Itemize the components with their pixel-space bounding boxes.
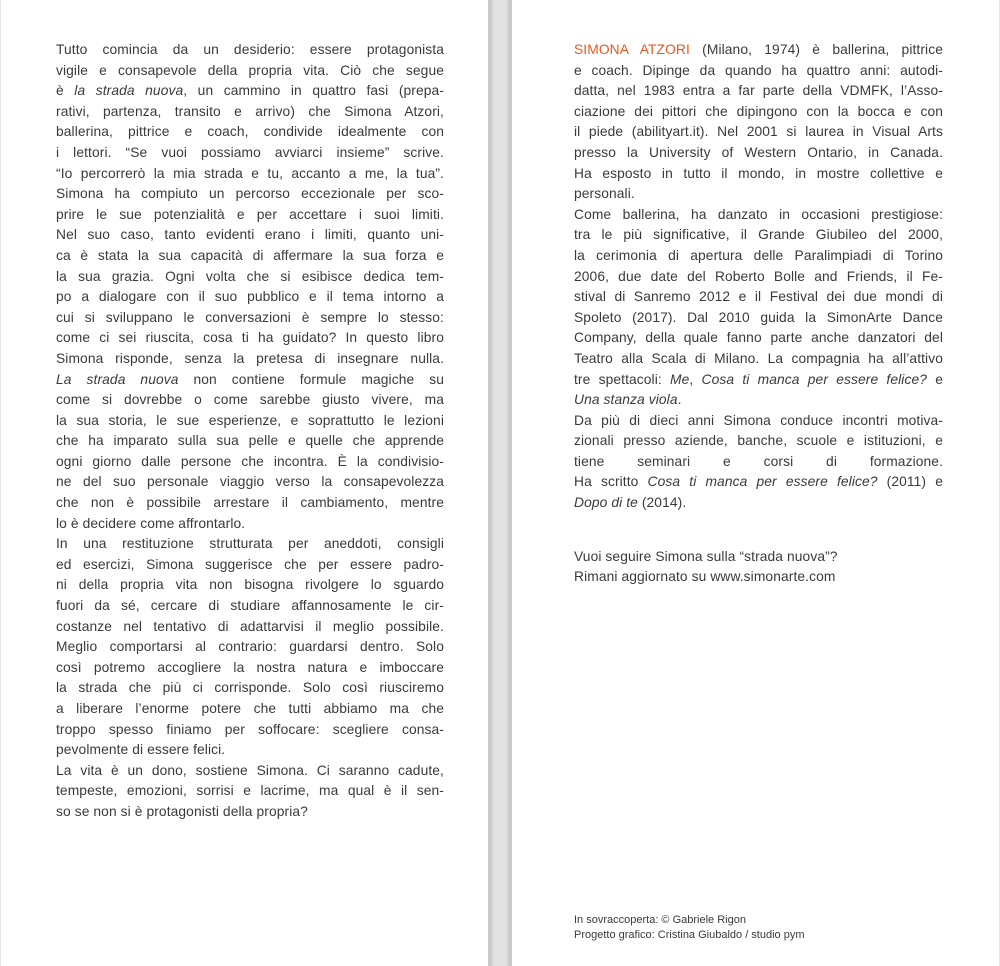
- text-segment: a liberare l’enorme potere che tutti abbiamo ma che: [56, 701, 444, 716]
- text-segment: troppo spesso finiamo per soffocare: scegliere consa-: [56, 721, 444, 737]
- text-line: [56, 678, 444, 699]
- text-segment: la sua grazia. Ogni volta che si esibisce dedica tem-: [56, 268, 444, 284]
- text-line: [56, 164, 444, 185]
- text-line: [574, 452, 943, 473]
- text-line: [56, 390, 444, 411]
- text-segment: Ha scritto: [574, 474, 648, 490]
- text-segment: i lettori. “Se vuoi possiamo avviarci insieme” scrive.: [56, 144, 444, 160]
- text-line: [56, 802, 444, 823]
- text-line: [56, 349, 444, 370]
- text-segment: La vita è un dono, sostiene Simona. Ci saranno cadute,: [56, 762, 444, 778]
- text-line: [56, 720, 444, 741]
- text-segment: Dopo di te: [574, 495, 638, 511]
- text-segment: Cosa ti manca per essere felice?: [701, 371, 928, 387]
- text-segment: ogni giorno dalle persone che incontra. È la condivisio-: [56, 453, 444, 469]
- text-segment: costanze nel tentativo di adattarvisi il meglio possibile.: [56, 618, 444, 634]
- text-segment: In sovraccoperta: © Gabriele Rigon: [574, 914, 746, 926]
- text-segment: come ci sei riuscita, cosa ti ha guidato? In questo libro: [56, 330, 444, 346]
- text-line: [574, 287, 943, 308]
- text-segment: che non è possibile arrestare il cambiamento, mentre: [56, 495, 444, 511]
- text-line: [56, 596, 444, 617]
- text-line: [574, 472, 943, 493]
- text-segment: e: [927, 371, 943, 387]
- text-line: [56, 699, 444, 720]
- left-flap: [0, 0, 489, 966]
- text-segment: Tutto comincia da un desiderio: essere protagonista: [56, 42, 444, 57]
- text-segment: tre spettacoli:: [574, 371, 671, 387]
- text-segment: Teatro alla Scala di Milano. La compagnia ha all’attivo: [574, 350, 943, 366]
- text-line: [56, 431, 444, 452]
- paragraph: [574, 205, 943, 411]
- left-flap-text: [1, 0, 488, 823]
- text-line: [574, 102, 943, 123]
- text-segment: (2014).: [637, 495, 687, 511]
- text-segment: Come ballerina, ha danzato in occasioni prestigiose:: [574, 206, 943, 222]
- text-line: [56, 225, 444, 246]
- text-segment: prire le sue potenzialità e per accettare i suoi limiti.: [56, 206, 444, 222]
- text-segment: Ha esposto in tutto il mondo, in mostre collettive e: [574, 165, 943, 181]
- text-segment: Me: [670, 371, 690, 387]
- text-segment: so se non si è protagonisti della propria?: [56, 803, 308, 819]
- text-segment: 2006, due date del Roberto Bolle and Friends, il Fe-: [574, 268, 943, 284]
- text-segment: presso la University of Western Ontario, in Canada.: [574, 144, 943, 160]
- text-segment: zionali presso aziende, banche, scuole e istituzioni, e: [574, 433, 943, 449]
- text-segment: come si dovrebbe o come sarebbe giusto vivere, ma: [56, 392, 444, 408]
- text-line: [56, 122, 444, 143]
- paragraph: [574, 411, 943, 514]
- text-line: [574, 61, 943, 82]
- text-segment: Da più di dieci anni Simona conduce incontri motiva-: [574, 412, 943, 428]
- text-line: [574, 246, 943, 267]
- text-segment: ciazione dei pittori che dipingono con la bocca e con: [574, 103, 943, 119]
- text-line: [574, 225, 943, 246]
- text-line: [574, 267, 943, 288]
- text-segment: così potremo accogliere la nostra natura e imboccare: [56, 659, 444, 675]
- paragraph: [56, 40, 444, 534]
- text-segment: ni della propria vita non bisogna rivolgere lo sguardo: [56, 577, 444, 593]
- text-segment: lo è decidere come affrontarlo.: [56, 515, 246, 531]
- right-flap-text: [512, 0, 999, 588]
- text-line: [574, 567, 943, 588]
- text-line: [574, 547, 943, 568]
- text-segment: ,: [689, 371, 702, 387]
- text-segment: pevolmente di essere felici.: [56, 742, 226, 758]
- text-segment: In una restituzione strutturata per aneddoti, consigli: [56, 536, 444, 552]
- paragraph: [574, 40, 943, 205]
- text-line: [56, 308, 444, 329]
- text-segment: Simona risponde, senza la pretesa di insegnare nulla.: [56, 350, 444, 366]
- text-line: [56, 246, 444, 267]
- text-segment: è: [56, 83, 75, 99]
- text-line: [574, 411, 943, 432]
- text-line: [56, 452, 444, 473]
- paragraph: [56, 761, 444, 823]
- text-line: [56, 184, 444, 205]
- text-segment: datta, nel 1983 entra a far parte della VDMFK, l’Asso-: [574, 83, 943, 99]
- text-line: [56, 143, 444, 164]
- text-segment: vigile e consapevole della propria vita. Ciò che segue: [56, 62, 444, 78]
- text-segment: Una stanza viola: [574, 392, 678, 408]
- text-line: [574, 431, 943, 452]
- text-segment: ca è stata la sua capacità di affermare la sua forza e: [56, 247, 444, 263]
- text-line: [56, 40, 444, 61]
- text-segment: (2011) e: [877, 474, 943, 490]
- text-segment: ne del suo personale viaggio verso la consapevolezza: [56, 474, 444, 490]
- text-line: [56, 328, 444, 349]
- text-segment: Simona ha compiuto un percorso eccezionale per sco-: [56, 186, 444, 202]
- text-line: [56, 205, 444, 226]
- text-segment: tempeste, emozioni, sorrisi e lacrime, ma qual è il sen-: [56, 783, 444, 799]
- text-segment: Nel suo caso, tanto evidenti erano i limiti, quanto uni-: [56, 227, 444, 243]
- website-url: www.simonarte.com: [710, 569, 836, 585]
- text-line: [56, 514, 444, 535]
- text-line: [56, 61, 444, 82]
- text-segment: e coach. Dipinge da quando ha quattro anni: autodi-: [574, 62, 943, 78]
- text-line: [574, 493, 943, 514]
- text-segment: rativi, partenza, transito e arrivo) che Simona Atzori,: [56, 103, 444, 119]
- text-line: [56, 575, 444, 596]
- text-segment: che ha imparato sulla sua pelle e quelle che apprende: [56, 433, 444, 449]
- text-segment: .: [677, 392, 682, 408]
- text-line: [56, 370, 444, 391]
- paragraph: [574, 547, 943, 588]
- text-line: [574, 122, 943, 143]
- text-segment: personali.: [574, 186, 635, 202]
- text-segment: tra le più significative, il Grande Giubileo del 2000,: [574, 227, 943, 243]
- credits: [574, 913, 805, 942]
- text-line: [56, 637, 444, 658]
- right-flap: [511, 0, 1000, 966]
- text-line: [56, 761, 444, 782]
- text-segment: ed esercizi, Simona suggerisce che per essere padro-: [56, 556, 444, 572]
- paragraph: [56, 534, 444, 761]
- text-segment: “Io percorrerò la mia strada e tu, accanto a me, la tua”.: [56, 165, 444, 181]
- text-line: [574, 164, 943, 185]
- text-segment: La strada nuova: [56, 371, 179, 387]
- text-segment: Company, della quale fanno parte anche danzatori del: [574, 330, 943, 346]
- text-line: [56, 81, 444, 102]
- text-line: [56, 493, 444, 514]
- text-line: [56, 472, 444, 493]
- author-name: SIMONA ATZORI: [574, 42, 690, 57]
- text-line: [574, 143, 943, 164]
- text-segment: , un cammino in quattro fasi (prepa-: [183, 83, 445, 99]
- text-line: [574, 81, 943, 102]
- text-segment: la sua storia, le sue esperienze, e soprattutto le lezioni: [56, 412, 444, 428]
- text-segment: il piede (abilityart.it). Nel 2001 si laurea in Visual Arts: [574, 124, 943, 140]
- text-line: [574, 184, 943, 205]
- text-line: [574, 205, 943, 226]
- center-gutter: [489, 0, 511, 966]
- text-segment: Rimani aggiornato su: [574, 569, 711, 585]
- text-line: [574, 40, 943, 61]
- text-line: [574, 328, 943, 349]
- text-line: [56, 781, 444, 802]
- text-line: [56, 740, 444, 761]
- text-segment: cui si sviluppano le conversazioni è sempre lo stesso:: [56, 309, 444, 325]
- text-segment: la cerimonia di apertura delle Paralimpiadi di Torino: [574, 247, 943, 263]
- text-line: [56, 287, 444, 308]
- text-line: [574, 308, 943, 329]
- text-segment: Cosa ti manca per essere felice?: [647, 474, 878, 490]
- text-line: [574, 390, 943, 411]
- text-line: [56, 102, 444, 123]
- text-segment: po a dialogare con il suo pubblico e il tema intorno a: [56, 289, 444, 305]
- text-line: [574, 913, 805, 928]
- text-line: [56, 534, 444, 555]
- text-segment: la strada che più ci corrisponde. Solo così riusciremo: [56, 680, 444, 696]
- text-line: [56, 411, 444, 432]
- text-line: [56, 617, 444, 638]
- text-segment: tiene seminari e corsi di formazione.: [574, 453, 943, 469]
- text-segment: Spoleto (2017). Dal 2010 guida la SimonArte Dance: [574, 309, 943, 325]
- text-segment: la strada nuova: [74, 83, 184, 99]
- text-line: [574, 349, 943, 370]
- text-segment: (Milano, 1974) è ballerina, pittrice: [689, 42, 943, 57]
- text-segment: fuori da sé, cercare di studiare affannosamente le cir-: [56, 598, 444, 614]
- paragraph: [574, 913, 805, 942]
- text-segment: ballerina, pittrice e coach, condivide idealmente con: [56, 124, 444, 140]
- text-line: [56, 267, 444, 288]
- text-segment: Vuoi seguire Simona sulla “strada nuova”?: [574, 548, 838, 564]
- text-line: [56, 658, 444, 679]
- text-line: [574, 370, 943, 391]
- text-segment: non contiene formule magiche su: [178, 371, 444, 387]
- text-line: [56, 555, 444, 576]
- text-segment: Progetto grafico: Cristina Giubaldo / studio pym: [574, 928, 805, 941]
- text-segment: Meglio comportarsi al contrario: guardarsi dentro. Solo: [56, 639, 444, 655]
- text-line: [574, 928, 805, 943]
- text-segment: stival di Sanremo 2012 e il Festival dei due mondi di: [574, 289, 943, 305]
